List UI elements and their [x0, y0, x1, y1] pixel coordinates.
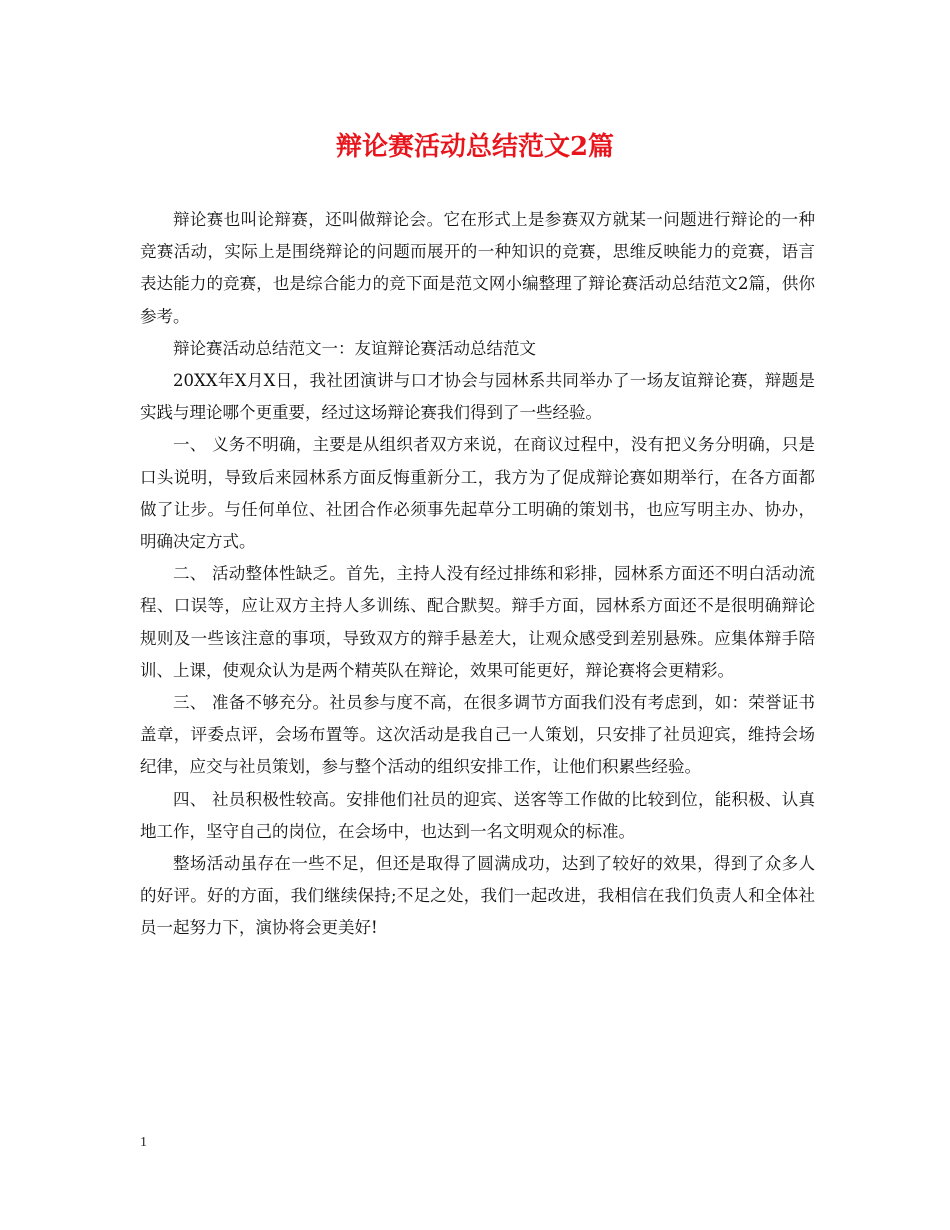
page-number: 1	[140, 1135, 147, 1150]
paragraph-event-date: 20XX年X月X日，我社团演讲与口才协会与园林系共同举办了一场友谊辩论赛，辩题是实践与理论哪个更重要，经过这场辩论赛我们得到了一些经验。	[140, 371, 815, 423]
paragraph-point-two: 二、 活动整体性缺乏。首先，主持人没有经过排练和彩排，园林系方面还不明白活动流程、口误等，应让双方主持人多训练、配合默契。辩手方面，园林系方面还不是很明确辩论规则及一些该注意的事项，导致双方的辩手悬差大，让观众感受到差别悬殊。应集体辩手陪训、上课，使观众认为是两个精英队在辩论，效果可能更好，辩论赛将会更精彩。	[140, 564, 815, 680]
paragraph-subheading: 辩论赛活动总结范文一：友谊辩论赛活动总结范文	[173, 338, 536, 358]
paragraph-point-three: 三、 准备不够充分。社员参与度不高，在很多调节方面我们没有考虑到，如：荣誉证书盖章，评委点评，会场布置等。这次活动是我自己一人策划，只安排了社员迎宾，维持会场纪律，应交与社员策划，参与整个活动的组织安排工作，让他们积累些经验。	[140, 693, 815, 777]
paragraph-conclusion: 整场活动虽存在一些不足，但还是取得了圆满成功，达到了较好的效果，得到了众多人的好评。好的方面，我们继续保持;不足之处，我们一起改进，我相信在我们负责人和全体社员一起努力下，演协将会更美好!	[140, 854, 815, 938]
paragraph-point-four: 四、 社员积极性较高。安排他们社员的迎宾、送客等工作做的比较到位，能积极、认真地工作，坚守自己的岗位，在会场中，也达到一名文明观众的标准。	[140, 789, 815, 841]
document-body	[140, 204, 815, 945]
document-title: 辩论赛活动总结范文2篇	[335, 132, 615, 162]
paragraph-point-one: 一、 义务不明确，主要是从组织者双方来说，在商议过程中，没有把义务分明确，只是口头说明，导致后来园林系方面反悔重新分工，我方为了促成辩论赛如期举行，在各方面都做了让步。与任何单位、社团合作必须事先起草分工明确的策划书，也应写明主办、协办，明确决定方式。	[140, 435, 815, 552]
paragraph-intro: 辩论赛也叫论辩赛，还叫做辩论会。它在形式上是参赛双方就某一问题进行辩论的一种竞赛活动，实际上是围绕辩论的问题而展开的一种知识的竞赛，思维反映能力的竞赛，语言表达能力的竞赛，也是综合能力的竞下面是范文网小编整理了辩论赛活动总结范文2篇，供你参考。	[140, 210, 815, 326]
